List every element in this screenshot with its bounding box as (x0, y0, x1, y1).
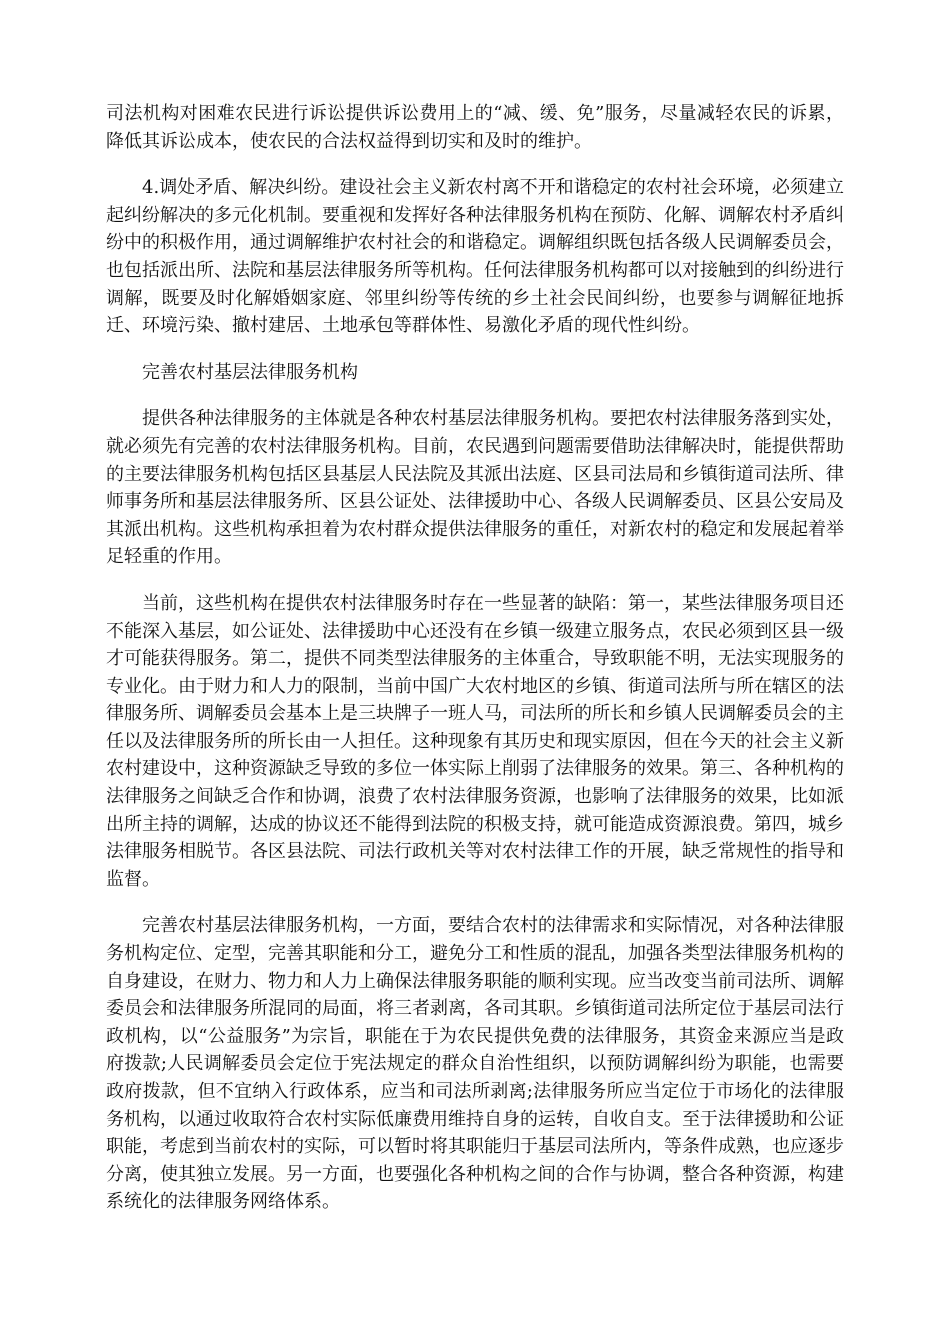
paragraph-litigation-fee-relief: 司法机构对困难农民进行诉讼提供诉讼费用上的“减、缓、免”服务，尽量减轻农民的诉累，降低其诉讼成本，使农民的合法权益得到切实和及时的维护。 (106, 103, 844, 152)
paragraph-current-defects: 当前，这些机构在提供农村法律服务时存在一些显著的缺陷：第一，某些法律服务项目还不能深入基层，如公证处、法律援助中心还没有在乡镇一级建立服务点，农民必须到区县一级才可能获得服务。第二，提供不同类型法律服务的主体重合，导致职能不明，无法实现服务的专业化。由于财力和人力的限制，当前中国广大农村地区的乡镇、街道司法所与所在辖区的法律服务所、调解委员会基本上是三块牌子一班人马，司法所的所长和乡镇人民调解委员会的主任以及法律服务所的所长由一人担任。这种现象有其历史和现实原因，但在今天的社会主义新农村建设中，这种资源缺乏导致的多位一体实际上削弱了法律服务的效果。第三、各种机构的法律服务之间缺乏合作和协调，浪费了农村法律服务资源，也影响了法律服务的效果，比如派出所主持的调解，达成的协议还不能得到法院的积极支持，就可能造成资源浪费。第四，城乡法律服务相脱节。各区县法院、司法行政机关等对农村法律工作的开展，缺乏常规性的指导和监督。 (106, 592, 844, 890)
section-heading: 完善农村基层法律服务机构 (142, 361, 358, 383)
paragraph-improvement-measures: 完善农村基层法律服务机构，一方面，要结合农村的法律需求和实际情况，对各种法律服务机构定位、定型，完善其职能和分工，避免分工和性质的混乱，加强各类型法律服务机构的自身建设，在财力、物力和人力上确保法律服务职能的顺利实现。应当改变当前司法所、调解委员会和法律服务所混同的局面，将三者剥离，各司其职。乡镇街道司法所定位于基层司法行政机构，以“公益服务”为宗旨，职能在于为农民提供免费的法律服务，其资金来源应当是政府拨款;人民调解委员会定位于宪法规定的群众自治性组织，以预防调解纠纷为职能，也需要政府拨款，但不宜纳入行政体系，应当和司法所剥离;法律服务所应当定位于市场化的法律服务机构，以通过收取符合农村实际低廉费用维持自身的运转，自收自支。至于法律援助和公证职能，考虑到当前农村的实际，可以暂时将其职能归于基层司法所内，等条件成熟，也应逐步分离，使其独立发展。另一方面，也要强化各种机构之间的合作与协调，整合各种资源，构建系统化的法律服务网络体系。 (106, 915, 844, 1213)
document-page (106, 100, 844, 1235)
paragraph-dispute-resolution: 4.调处矛盾、解决纠纷。建设社会主义新农村离不开和谐稳定的农村社会环境，必须建立起纠纷解决的多元化机制。要重视和发挥好各种法律服务机构在预防、化解、调解农村矛盾纠纷中的积极作用，通过调解维护农村社会的和谐稳定。调解组织既包括各级人民调解委员会，也包括派出所、法院和基层法律服务所等机构。任何法律服务机构都可以对接触到的纠纷进行调解，既要及时化解婚姻家庭、邻里纠纷等传统的乡土社会民间纠纷，也要参与调解征地拆迁、环境污染、撤村建居、土地承包等群体性、易激化矛盾的现代性纠纷。 (106, 177, 844, 337)
paragraph-service-institutions: 提供各种法律服务的主体就是各种农村基层法律服务机构。要把农村法律服务落到实处，就必须先有完善的农村法律服务机构。目前，农民遇到问题需要借助法律解决时，能提供帮助的主要法律服务机构包括区县基层人民法院及其派出法庭、区县司法局和乡镇街道司法所、律师事务所和基层法律服务所、区县公证处、法律援助中心、各级人民调解委员、区县公安局及其派出机构。这些机构承担着为农村群众提供法律服务的重任，对新农村的稳定和发展起着举足轻重的作用。 (106, 408, 844, 568)
